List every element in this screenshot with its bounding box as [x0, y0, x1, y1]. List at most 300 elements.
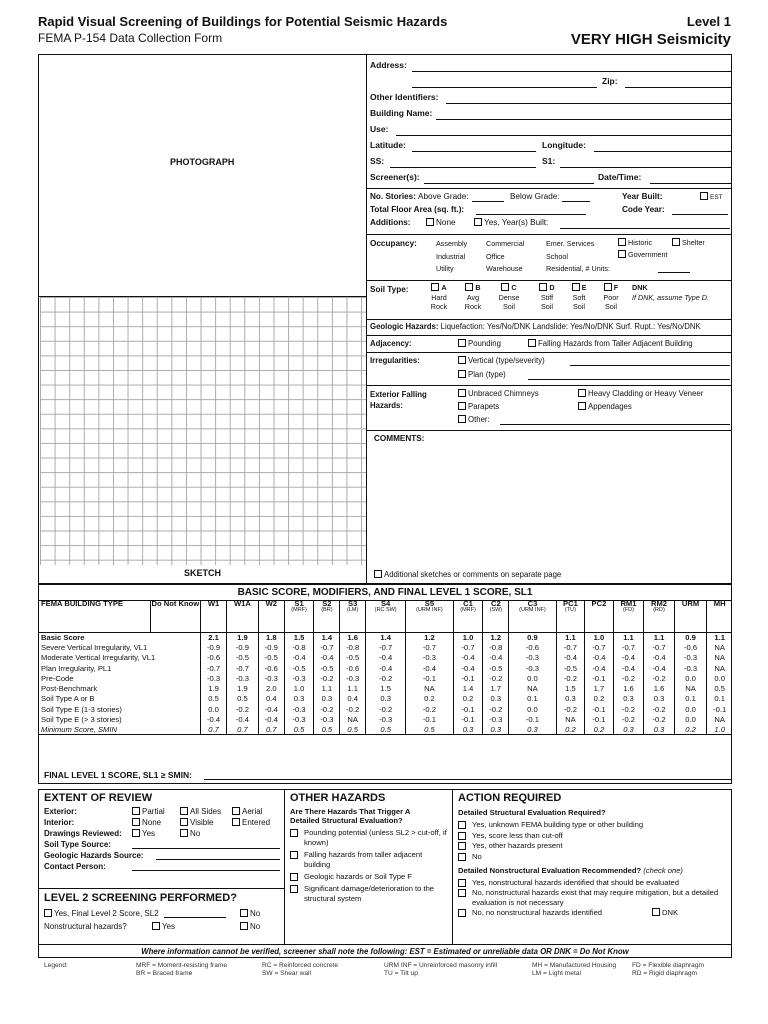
score-cell[interactable]: -0.4: [366, 653, 406, 663]
score-cell[interactable]: 1.6: [644, 683, 675, 693]
building-type-column[interactable]: [707, 600, 732, 632]
score-cell[interactable]: -0.7: [556, 642, 585, 652]
checkbox-icon: [528, 339, 536, 347]
plan-type-input[interactable]: [528, 379, 730, 380]
score-cell[interactable]: -0.4: [585, 653, 614, 663]
score-cell[interactable]: 1.5: [556, 683, 585, 693]
score-cell[interactable]: -0.7: [644, 642, 675, 652]
column-sub: (RC SW): [374, 606, 397, 613]
score-cell[interactable]: -0.2: [644, 673, 675, 683]
years-built-input[interactable]: [560, 228, 730, 229]
score-cell[interactable]: -0.4: [258, 704, 284, 714]
score-cell[interactable]: -0.1: [585, 673, 614, 683]
score-cell[interactable]: NA: [714, 715, 725, 725]
score-cell[interactable]: 1.6: [340, 632, 366, 642]
score-cell[interactable]: 1.6: [613, 683, 644, 693]
soil-source-input[interactable]: [132, 848, 280, 849]
score-cell[interactable]: -0.3: [366, 714, 406, 724]
interior-none-checkbox[interactable]: [132, 818, 161, 827]
score-cell[interactable]: -0.6: [201, 653, 227, 663]
exterior-all-sides-checkbox[interactable]: [180, 807, 221, 816]
building-type-column[interactable]: [201, 600, 227, 632]
score-cell[interactable]: 0.3: [644, 725, 675, 735]
score-cell[interactable]: -0.5: [340, 653, 366, 663]
photograph-area[interactable]: [40, 56, 366, 296]
action-q1-option[interactable]: [458, 820, 730, 831]
score-cell[interactable]: -0.3: [284, 714, 314, 724]
score-cell[interactable]: -0.2: [483, 704, 509, 714]
score-cell[interactable]: 1.4: [366, 632, 406, 642]
score-cell[interactable]: NA: [714, 642, 725, 652]
irregularities-row: [370, 356, 730, 384]
score-cell[interactable]: 0.5: [366, 725, 406, 735]
visible-label: Visible: [190, 818, 214, 827]
score-cell[interactable]: -0.5: [284, 663, 314, 673]
vertical-type-input[interactable]: [570, 365, 730, 366]
score-cell[interactable]: -0.5: [483, 663, 509, 673]
nonstructural-label: Nonstructural hazards?: [44, 922, 127, 931]
score-cell[interactable]: 0.1: [714, 694, 725, 704]
checkbox-icon: [290, 873, 298, 881]
score-cell[interactable]: 0.7: [258, 725, 284, 735]
cladding-checkbox[interactable]: [578, 389, 703, 398]
score-cell[interactable]: -0.6: [258, 663, 284, 673]
occupancy-assembly[interactable]: Assembly: [436, 239, 468, 248]
score-cell[interactable]: -0.4: [585, 663, 614, 673]
building-type-column[interactable]: [258, 600, 284, 632]
score-cell[interactable]: -0.7: [226, 663, 258, 673]
score-cell[interactable]: -0.1: [713, 704, 727, 714]
score-cell[interactable]: NA: [714, 663, 725, 673]
action-q2-option[interactable]: [458, 878, 730, 888]
divider: [366, 188, 732, 189]
score-cell[interactable]: -0.6: [509, 642, 556, 652]
score-cell[interactable]: 0.3: [509, 725, 556, 735]
occupancy-label: Occupancy:: [370, 239, 417, 248]
building-type-column[interactable]: [613, 600, 644, 632]
final-score-input[interactable]: [204, 779, 732, 780]
exterior-aerial-checkbox[interactable]: [232, 807, 262, 816]
building-type-column[interactable]: [226, 600, 258, 632]
no-label: No: [190, 829, 201, 838]
soil-type-d[interactable]: [534, 283, 560, 312]
score-cell[interactable]: -0.3: [509, 653, 556, 663]
score-cell[interactable]: -0.3: [284, 673, 314, 683]
nonstructural-yes-checkbox[interactable]: [152, 922, 175, 931]
checkbox-icon: [240, 922, 248, 930]
score-cell[interactable]: 1.2: [483, 632, 509, 642]
score-cell[interactable]: 0.0: [509, 673, 556, 683]
score-cell[interactable]: 0.2: [453, 694, 483, 704]
soil-type-c[interactable]: [494, 283, 524, 312]
building-type-column[interactable]: [453, 600, 483, 632]
score-cell[interactable]: -0.8: [340, 642, 366, 652]
score-cell[interactable]: -0.2: [366, 704, 406, 714]
parapets-checkbox[interactable]: [458, 402, 499, 411]
contact-input[interactable]: [132, 870, 280, 871]
score-cell[interactable]: 0.2: [585, 694, 614, 704]
column-code: S3: [348, 599, 358, 608]
score-cell[interactable]: -0.4: [366, 663, 406, 673]
yes-label: Yes: [162, 922, 176, 931]
score-cell[interactable]: 0.5: [284, 725, 314, 735]
ss-s1-field[interactable]: [370, 154, 731, 170]
form-subtitle: FEMA P-154 Data Collection Form: [38, 31, 223, 45]
score-cell[interactable]: 1.0: [707, 725, 732, 735]
score-cell[interactable]: 0.3: [556, 694, 585, 704]
soil-type-dnk[interactable]: [632, 283, 709, 302]
level2-no-checkbox[interactable]: [240, 909, 260, 918]
score-cell[interactable]: 0.5: [314, 725, 340, 735]
score-cell[interactable]: -0.9: [258, 642, 284, 652]
score-cell[interactable]: -0.2: [644, 714, 675, 724]
action-q1-option[interactable]: [458, 852, 730, 863]
score-cell[interactable]: 0.3: [483, 694, 509, 704]
shelter-checkbox[interactable]: [672, 238, 705, 247]
column-code: S2: [322, 599, 332, 608]
score-cell[interactable]: -0.7: [314, 642, 340, 652]
score-cell[interactable]: -0.6: [674, 642, 707, 652]
score-cell[interactable]: 0.1: [674, 694, 707, 704]
score-cell[interactable]: 2.0: [258, 683, 284, 693]
score-cell[interactable]: -0.5: [314, 663, 340, 673]
score-cell[interactable]: -0.3: [340, 673, 366, 683]
score-cell[interactable]: 0.3: [483, 725, 509, 735]
score-cell[interactable]: 0.0: [201, 704, 227, 714]
sketch-grid[interactable]: [40, 297, 366, 565]
score-cell[interactable]: 0.5: [714, 684, 725, 694]
score-cell[interactable]: -0.7: [453, 642, 483, 652]
score-cell[interactable]: -0.1: [453, 704, 483, 714]
score-cell[interactable]: -0.4: [201, 714, 227, 724]
score-cell[interactable]: -0.2: [314, 704, 340, 714]
score-cell[interactable]: -0.1: [406, 673, 453, 683]
plan-irregularity-checkbox[interactable]: [458, 370, 506, 379]
hazard-item: Falling hazards from taller adjacent building: [304, 850, 423, 869]
score-cell[interactable]: -0.3: [483, 714, 509, 724]
occupancy-commercial[interactable]: Commercial: [486, 239, 525, 248]
score-cell[interactable]: 0.4: [340, 694, 366, 704]
score-cell[interactable]: -0.4: [258, 714, 284, 724]
zip-field[interactable]: [370, 74, 731, 90]
building-type-column[interactable]: [284, 600, 314, 632]
score-cell[interactable]: 0.9: [509, 632, 556, 642]
score-cell[interactable]: -0.3: [314, 714, 340, 724]
score-cell[interactable]: 0.3: [453, 725, 483, 735]
score-cell[interactable]: -0.1: [406, 714, 453, 724]
score-cell[interactable]: -0.2: [366, 673, 406, 683]
units-input[interactable]: [658, 272, 690, 273]
floor-area-input[interactable]: [476, 214, 586, 215]
building-type-column[interactable]: [483, 600, 509, 632]
geologic-hazards-checkbox[interactable]: [290, 872, 448, 882]
score-cell[interactable]: 1.4: [453, 683, 483, 693]
score-cell[interactable]: -0.8: [483, 642, 509, 652]
score-cell[interactable]: 1.5: [284, 632, 314, 642]
score-cell[interactable]: -0.1: [453, 673, 483, 683]
score-cell[interactable]: -0.3: [258, 673, 284, 683]
score-cell[interactable]: -0.7: [585, 642, 614, 652]
checkbox-icon: [458, 909, 466, 917]
score-cell[interactable]: -0.2: [483, 673, 509, 683]
screeners-field[interactable]: [370, 170, 731, 186]
score-cell[interactable]: -0.1: [585, 714, 614, 724]
checkbox-icon: [672, 238, 680, 246]
pounding-checkbox[interactable]: [458, 339, 501, 348]
score-cell[interactable]: 1.9: [226, 632, 258, 642]
occupancy-industrial[interactable]: Industrial: [436, 251, 466, 261]
checkbox-icon: [44, 909, 52, 917]
checkbox-icon: [180, 829, 188, 837]
soil-type-e[interactable]: [566, 283, 592, 312]
score-cell[interactable]: 0.3: [613, 694, 644, 704]
no-stories-label: No. Stories:: [370, 192, 416, 201]
action-q2-option[interactable]: [458, 908, 730, 918]
building-type-column[interactable]: [556, 600, 585, 632]
building-type-column[interactable]: [585, 600, 614, 632]
score-cell[interactable]: 1.1: [314, 683, 340, 693]
score-cell[interactable]: -0.4: [226, 714, 258, 724]
score-cell[interactable]: -0.3: [226, 673, 258, 683]
level2-yes-checkbox[interactable]: [44, 909, 159, 918]
checkbox-icon: [572, 283, 580, 291]
score-cell[interactable]: -0.2: [314, 673, 340, 683]
drawings-no-checkbox[interactable]: [180, 829, 200, 838]
score-cell[interactable]: 0.2: [556, 725, 585, 735]
score-cell[interactable]: 1.0: [585, 632, 614, 642]
building-type-column[interactable]: [340, 600, 366, 632]
score-cell[interactable]: -0.4: [453, 653, 483, 663]
score-cell[interactable]: NA: [509, 683, 556, 693]
score-cell[interactable]: 1.7: [483, 683, 509, 693]
score-cell[interactable]: -0.4: [284, 653, 314, 663]
code-year-input[interactable]: [672, 214, 728, 215]
other-identifiers-field[interactable]: [370, 90, 731, 106]
score-cell[interactable]: 1.9: [201, 683, 227, 693]
year-built-label: Year Built:: [622, 192, 663, 201]
damage-checkbox[interactable]: [290, 884, 448, 904]
score-cell[interactable]: 1.1: [556, 632, 585, 642]
score-cell[interactable]: 1.9: [226, 683, 258, 693]
score-cell[interactable]: -0.7: [406, 642, 453, 652]
building-type-column[interactable]: [509, 600, 556, 632]
score-cell[interactable]: 0.5: [406, 725, 453, 735]
score-cell[interactable]: -0.5: [258, 653, 284, 663]
score-cell[interactable]: 0.9: [674, 632, 707, 642]
building-type-column[interactable]: [406, 600, 453, 632]
score-cell[interactable]: 0.2: [585, 725, 614, 735]
score-cell[interactable]: -0.3: [509, 663, 556, 673]
score-cell[interactable]: -0.7: [366, 642, 406, 652]
score-cell[interactable]: 0.0: [714, 673, 725, 683]
occupancy-school[interactable]: School: [546, 251, 568, 261]
checkbox-icon: [458, 842, 466, 850]
score-cell[interactable]: 0.7: [226, 725, 258, 735]
action-dnk-checkbox[interactable]: [652, 908, 678, 918]
drawings-yes-checkbox[interactable]: [132, 829, 155, 838]
score-cell[interactable]: -0.4: [613, 663, 644, 673]
score-cell[interactable]: -0.2: [644, 704, 675, 714]
score-cell[interactable]: -0.1: [509, 714, 556, 724]
row-label: Soil Type E (1-3 stories): [38, 704, 201, 714]
score-cell[interactable]: 1.1: [714, 632, 725, 642]
score-cell[interactable]: -0.2: [226, 704, 258, 714]
score-cell[interactable]: -0.2: [613, 673, 644, 683]
score-cell[interactable]: -0.8: [284, 642, 314, 652]
level2-score-input[interactable]: [164, 917, 226, 918]
falling-hazards-checkbox[interactable]: [528, 339, 693, 348]
interior-entered-checkbox[interactable]: [232, 818, 270, 827]
score-cell[interactable]: -0.2: [613, 714, 644, 724]
score-cell[interactable]: NA: [674, 683, 707, 693]
score-cell[interactable]: -0.4: [556, 653, 585, 663]
score-cell[interactable]: 1.1: [644, 632, 675, 642]
geologic-hazards-row[interactable]: [370, 322, 732, 331]
building-type-column[interactable]: [644, 600, 675, 632]
score-cell[interactable]: -0.4: [406, 663, 453, 673]
score-cell[interactable]: 0.0: [674, 714, 707, 724]
score-cell[interactable]: 1.0: [284, 683, 314, 693]
score-cell[interactable]: 0.0: [674, 704, 707, 714]
occupancy-warehouse[interactable]: Warehouse: [486, 264, 523, 273]
checkbox-icon: [232, 818, 240, 826]
score-cell[interactable]: 1.8: [258, 632, 284, 642]
above-grade-label: Above Grade:: [418, 192, 469, 201]
action-q2-option[interactable]: [458, 888, 730, 908]
occupancy-residential[interactable]: Residential, # Units:: [546, 264, 610, 273]
score-cell[interactable]: 0.3: [366, 694, 406, 704]
building-type-column[interactable]: [674, 600, 707, 632]
additional-sketches-checkbox[interactable]: [374, 570, 561, 579]
score-cell[interactable]: -0.2: [556, 704, 585, 714]
appendages-checkbox[interactable]: [578, 402, 632, 411]
score-cell[interactable]: -0.7: [613, 642, 644, 652]
geo-source-input[interactable]: [156, 859, 280, 860]
score-cell[interactable]: 1.5: [366, 683, 406, 693]
below-grade-input[interactable]: [562, 201, 590, 202]
score-cell[interactable]: -0.5: [226, 653, 258, 663]
score-cell[interactable]: NA: [714, 653, 725, 663]
additions-yes-checkbox[interactable]: [474, 218, 548, 227]
score-cell[interactable]: NA: [406, 683, 453, 693]
vertical-irregularity-checkbox[interactable]: [458, 356, 545, 365]
score-cell[interactable]: -0.4: [644, 653, 675, 663]
falling-hazards-adjacent-checkbox[interactable]: [290, 850, 448, 870]
score-cell[interactable]: 0.4: [258, 694, 284, 704]
score-cell[interactable]: 0.3: [284, 694, 314, 704]
occupancy-office[interactable]: Office: [486, 251, 505, 261]
score-cell[interactable]: -0.9: [201, 642, 227, 652]
above-grade-input[interactable]: [472, 201, 504, 202]
score-cell[interactable]: -0.2: [340, 704, 366, 714]
score-cell[interactable]: 0.0: [509, 704, 556, 714]
score-cell[interactable]: 0.3: [314, 694, 340, 704]
score-cell[interactable]: 0.3: [613, 725, 644, 735]
building-name-field[interactable]: [370, 106, 731, 122]
score-cell[interactable]: 1.2: [406, 632, 453, 642]
score-cell[interactable]: NA: [340, 714, 366, 724]
score-cell[interactable]: -0.1: [453, 714, 483, 724]
score-cell[interactable]: 0.7: [201, 725, 227, 735]
score-cell[interactable]: -0.4: [644, 663, 675, 673]
extent-title: EXTENT OF REVIEW: [44, 792, 153, 804]
other-checkbox[interactable]: [458, 415, 490, 424]
soil-type-f[interactable]: [598, 283, 624, 312]
score-cell[interactable]: 0.2: [406, 694, 453, 704]
use-field[interactable]: [370, 122, 731, 138]
score-cell[interactable]: -0.3: [406, 653, 453, 663]
score-cell[interactable]: 1.0: [453, 632, 483, 642]
score-cell[interactable]: 1.7: [585, 683, 614, 693]
score-cell[interactable]: 0.5: [340, 725, 366, 735]
other-identifiers-label: Other Identifiers:: [370, 92, 439, 102]
soil-source-label: Soil Type Source:: [44, 840, 111, 849]
score-cell[interactable]: -0.3: [201, 673, 227, 683]
chimneys-checkbox[interactable]: [458, 389, 539, 398]
score-cell[interactable]: 0.3: [644, 694, 675, 704]
score-cell[interactable]: 0.5: [226, 694, 258, 704]
column-code: C3: [527, 599, 538, 608]
comments-area[interactable]: [370, 448, 730, 566]
score-cell[interactable]: -0.2: [613, 704, 644, 714]
additions-none-checkbox[interactable]: [426, 218, 456, 227]
nonstructural-no-checkbox[interactable]: [240, 922, 260, 931]
score-cell[interactable]: 0.0: [674, 673, 707, 683]
score-cell[interactable]: -0.1: [585, 704, 614, 714]
soil-type-b[interactable]: [460, 283, 486, 312]
score-cell[interactable]: -0.9: [226, 642, 258, 652]
lat-long-field[interactable]: [370, 138, 731, 154]
building-type-column[interactable]: [314, 600, 340, 632]
score-cell[interactable]: -0.3: [284, 704, 314, 714]
score-cell[interactable]: 1.1: [613, 632, 644, 642]
government-checkbox[interactable]: [618, 250, 668, 259]
other-input[interactable]: [500, 424, 730, 425]
score-cell[interactable]: -0.2: [556, 673, 585, 683]
action-q1-option[interactable]: [458, 841, 730, 852]
score-cell[interactable]: -0.5: [556, 663, 585, 673]
score-cell[interactable]: 0.5: [201, 694, 227, 704]
score-cell[interactable]: -0.4: [314, 653, 340, 663]
score-cell[interactable]: -0.4: [483, 653, 509, 663]
score-cell[interactable]: 1.4: [314, 632, 340, 642]
action-q1-option[interactable]: [458, 831, 730, 842]
exterior-partial-checkbox[interactable]: [132, 807, 165, 816]
score-cell[interactable]: 0.1: [509, 694, 556, 704]
historic-checkbox[interactable]: [618, 238, 652, 247]
score-cell[interactable]: -0.6: [340, 663, 366, 673]
building-type-column[interactable]: [366, 600, 406, 632]
score-cell[interactable]: -0.7: [201, 663, 227, 673]
score-cell[interactable]: NA: [556, 714, 585, 724]
score-cell[interactable]: -0.2: [406, 704, 453, 714]
score-cell[interactable]: 2.1: [201, 632, 227, 642]
address-field[interactable]: [370, 58, 731, 74]
soil-desc: Soft: [572, 292, 586, 302]
score-cell[interactable]: -0.4: [453, 663, 483, 673]
score-cell[interactable]: -0.3: [674, 653, 707, 663]
soil-type-a[interactable]: [426, 283, 452, 312]
pounding-potential-checkbox[interactable]: [290, 828, 448, 848]
occupancy-emer-services[interactable]: Emer. Services: [546, 239, 595, 248]
interior-visible-checkbox[interactable]: [180, 818, 213, 827]
score-cell[interactable]: 0.2: [674, 725, 707, 735]
score-cell[interactable]: -0.4: [613, 653, 644, 663]
score-cell[interactable]: 1.1: [340, 683, 366, 693]
est-checkbox[interactable]: [700, 192, 723, 201]
occupancy-utility[interactable]: Utility: [436, 264, 454, 273]
score-cell[interactable]: -0.3: [674, 663, 707, 673]
